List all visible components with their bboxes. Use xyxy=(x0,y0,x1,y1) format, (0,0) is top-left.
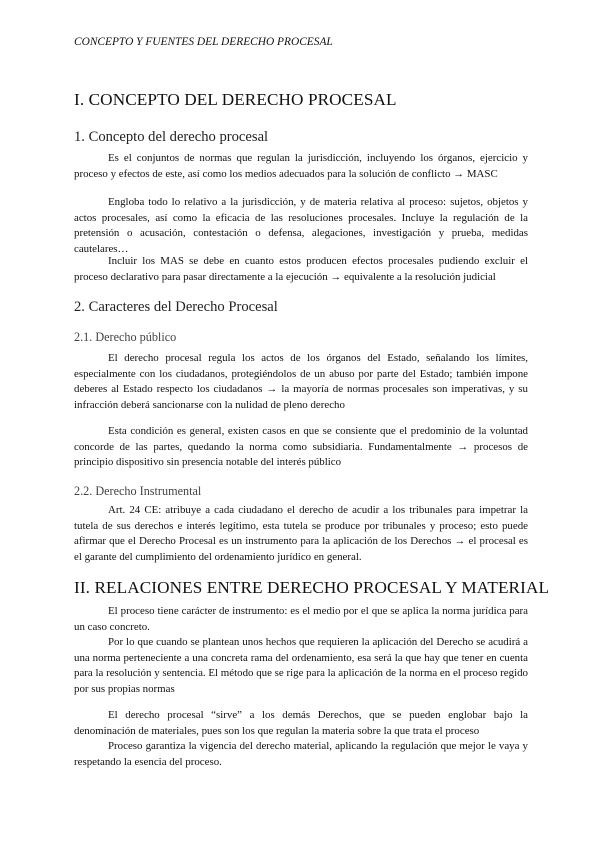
paragraph: Es el conjuntos de normas que regulan la jurisdicción, incluyendo los órganos, ejercicio y proceso y efectos de este, así como los medios adecuados para la solución de conflicto → MASC xyxy=(74,152,528,180)
paragraph: Art. 24 CE: atribuye a cada ciudadano el derecho de acudir a los tribunales para impetrar la tutela de sus derechos e interés legítimo, esta tutela se produce por tribunales y proceso; esto puede afirmar que el Derecho Procesal es un instrumento para la aplicación de los Derechos → el procesal es el garante del cumplimiento del ordenamiento jurídico en general. xyxy=(74,504,528,563)
section-2-heading: II. RELACIONES ENTRE DERECHO PROCESAL Y MATERIAL xyxy=(74,578,550,597)
subsection-2-heading: 2. Caracteres del Derecho Procesal xyxy=(74,299,278,315)
paragraph: El proceso tiene carácter de instrumento: es el medio por el que se aplica la norma jurídica para un caso concreto. xyxy=(74,605,528,633)
paragraph: Por lo que cuando se plantean unos hechos que requieren la aplicación del Derecho se acudirá a una norma perteneciente a una concreta rama del ordenamiento, esa será la que hay que tener en cuenta para la resolución y sentencia. El método que se rige para la aplicación de la norma en el proceso regido por sus propias normas xyxy=(74,636,528,695)
subsection-2-2-heading: 2.2. Derecho Instrumental xyxy=(74,484,202,498)
paragraph: Esta condición es general, existen casos en que se consiente que el predominio de la voluntad concorde de las partes, quedando la norma como subsidiaria. Fundamentalmente → procesos de principio dispositivo sin presencia notable del interés público xyxy=(74,425,528,469)
section-1-heading: I. CONCEPTO DEL DERECHO PROCESAL xyxy=(74,90,397,109)
paragraph: Engloba todo lo relativo a la jurisdicción, y de materia relativa al proceso: sujetos, objetos y actos procesales, así como la eficacia de las resoluciones procesales. Incluye la regulación de la pretensión o acusación, contestación o defensa, alegaciones, investigación y prueba, medidas cautelares… xyxy=(74,196,528,255)
paragraph: El derecho procesal regula los actos de los órganos del Estado, señalando los límites, especialmente con los ciudadanos, protegiéndolos de un abuso por parte del Estado; también impone deberes al Estado respecto los ciudadanos → la mayoría de normas procesales son imperativas, y su infracción deberá sancionarse con la nulidad de pleno derecho xyxy=(74,352,528,411)
running-header: CONCEPTO Y FUENTES DEL DERECHO PROCESAL xyxy=(74,36,333,48)
paragraph: El derecho procesal “sirve” a los demás Derechos, que se pueden englobar bajo la denominación de materiales, pues son los que regulan la materia sobre la que trata el proceso xyxy=(74,709,528,737)
paragraph: Incluir los MAS se debe en cuanto estos producen efectos procesales pudiendo excluir el proceso declarativo para pasar directamente a la ejecución → equivalente a la resolución judicial xyxy=(74,255,528,283)
paragraph: Proceso garantiza la vigencia del derecho material, aplicando la regulación que mejor le vaya y respetando la esencia del proceso. xyxy=(74,740,528,768)
subsection-2-1-heading: 2.1. Derecho público xyxy=(74,330,177,344)
subsection-1-heading: 1. Concepto del derecho procesal xyxy=(74,129,269,145)
